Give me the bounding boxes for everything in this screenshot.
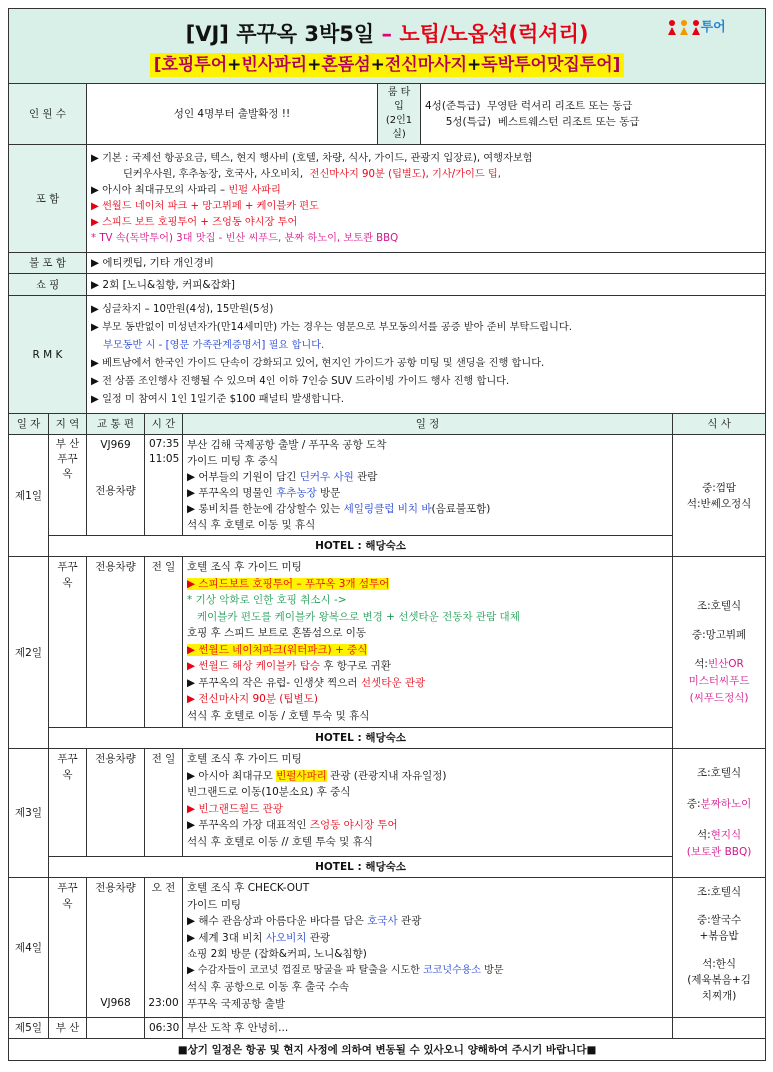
rmk-line: 부모동반 시 - [영문 가족관계증명서] 필요 합니다. [103,339,325,351]
title-dash: – [374,21,400,46]
subtitle-plus: + [370,54,385,75]
meal-highlight: 분짜하노이 [700,798,752,810]
day-itinerary [183,878,673,1018]
itinerary-text: ▶ 푸꾸옥의 작은 유럽- 인생샷 찍으러 [187,676,358,689]
subtitle-part: 독박투어맛집투어] [481,54,621,75]
itinerary-highlight: ▶ 썬월드 네이처파크(워터파크) + 중식 [187,643,368,656]
col-header-meal: 식 사 [673,414,766,435]
include-text: 딘커우사원, 후추농장, 호국사, 사오비치, [123,168,304,180]
include-line: * TV 속(독박투어) 3대 맛집 - 빈산 씨푸드, 분짜 하노이, 보토콴 BBQ [91,232,399,244]
itinerary-text: ▶ 아시아 최대규모 [187,769,273,782]
meal-item: 중:쌀국수 +볶음밥 [697,914,742,942]
itinerary-line: 석식 후 호텔로 이동 // 호텔 투숙 및 휴식 [187,835,373,848]
rmk-line: ▶ 일정 미 참여시 1인 1일기준 $100 패널티 발생합니다. [91,393,345,405]
itinerary-highlight: 빈펄사파리 [276,769,327,782]
day-time: 06:30 [145,1018,183,1039]
itinerary-text: (음료불포함) [431,503,491,515]
itinerary-line: ▶ 빈그랜드월드 관광 [187,802,283,815]
shopping-label: 쇼 핑 [9,274,87,296]
rmk-line: ▶ 부모 동반없이 미성년자가(만14세미만) 가는 경우는 영문으로 부모동의서를 공증 받아 준비 부탁드립니다. [91,321,572,333]
itinerary-text: 관광 [309,931,331,944]
itinerary-line [187,817,668,834]
title-prefix: [VJ] 푸꾸옥 3박5일 [185,21,375,46]
day-meals [673,1018,766,1039]
rmk-value [87,296,766,414]
itinerary-line [187,485,668,501]
people-logo-icon [667,19,701,37]
itinerary-line [187,913,668,930]
day-itinerary [183,435,673,536]
room-label-line: (2인1실) [385,115,413,140]
room-hotel: 베스트웨스턴 리조트 또는 동급 [497,116,640,128]
itinerary-line [187,658,668,675]
meal-item [677,827,761,844]
itinerary-text: 방문 [484,964,504,976]
include-highlight: , 기사/가이드 팁, [425,168,502,180]
itinerary-spot: 즈엉동 야시장 투어 [309,819,398,831]
itinerary-line [187,930,668,947]
rmk-line: ▶ 베트남에서 한국인 가이드 단속이 강화되고 있어, 현지인 가이드가 공항 미팅 및 샌딩을 진행 합니다. [91,357,545,369]
day-label: 제1일 [9,435,49,557]
itinerary-text: 후 항구로 귀환 [323,660,391,672]
meal-prefix: 석: [694,658,708,670]
day-meals [673,435,766,557]
exclude-label: 불 포 함 [9,253,87,274]
itinerary-line [187,963,668,980]
itinerary-spot: 후추농장 [276,487,317,499]
col-header-day: 일 자 [9,414,49,435]
day-time: 전 일 [145,749,183,857]
rmk-label: R M K [9,296,87,414]
itinerary-line: 쇼핑 2회 방문 (잡화&커피, 노니&침향) [187,948,367,960]
itinerary-line: 석식 후 공항으로 이동 후 출국 수속 [187,981,350,993]
col-header-transport: 교 통 편 [87,414,145,435]
itinerary-text: ▶ 해수 관음상과 아름다운 바다를 담은 [187,915,364,927]
day-transport [87,1018,145,1039]
room-grade: 5성(특급) [445,116,491,128]
meal-highlight: 빈산OR [707,658,744,670]
itinerary-text: 관광 [401,915,422,927]
day-region: 부 산 [49,1018,87,1039]
rmk-line: ▶ 전 상품 조인행사 진행될 수 있으며 4인 이하 7인승 SUV 드라이빙 가이드 행사 진행 합니다. [91,375,510,387]
room-type-value [421,84,766,145]
itinerary-line: 석식 후 호텔로 이동 및 휴식 [187,519,316,531]
itinerary-spot: 세일링클럽 비치 바 [343,503,432,515]
itinerary-text: ▶ 롱비치를 한눈에 감상할수 있는 [187,503,341,515]
room-type-label [378,84,421,145]
room-grade: 4성(준특급) [425,100,481,112]
itinerary-text: ▶ 수감자들이 코코넛 껍질로 땅굴을 파 탈출을 시도한 [187,964,420,976]
itinerary-text: ▶ 어부들의 기원이 담긴 [187,471,297,483]
day-label: 제4일 [9,878,49,1018]
col-header-time: 시 간 [145,414,183,435]
day-time: 07:35 11:05 [145,435,183,536]
room-label-line: 룸 타 입 [387,87,411,112]
day-time: 전 일 [145,557,183,728]
itinerary-text: 방문 [320,487,341,499]
vehicle: 전용차량 [95,485,136,497]
meal-prefix: 석: [697,829,711,841]
subtitle-part: [호핑투어 [153,54,228,75]
itinerary-text: ▶ 세계 3대 비치 [187,931,263,944]
header-banner [9,9,766,84]
page-title [13,16,761,49]
title-suffix: 노팁/노옵션(럭셔리) [399,21,589,46]
include-text: ▶ 아시아 최대규모의 사파리 – [91,184,226,196]
hotel-row: HOTEL : 해당숙소 [49,728,673,749]
flight-code: VJ969 [100,439,131,451]
itinerary-line: 석식 후 호텔로 이동 / 호텔 투숙 및 휴식 [187,709,370,722]
itinerary-line [187,469,668,485]
subtitle-part: 전신마사지 [384,54,468,75]
meal-item [677,796,761,813]
day-meals [673,749,766,878]
itinerary-text: ▶ 푸꾸옥의 명물인 [187,487,273,499]
day-itinerary: 부산 도착 후 안녕히... [183,1018,673,1039]
day-transport: 전용차량 [87,557,145,728]
itinerary-line: 가이드 미팅 후 중식 [187,455,279,467]
day-itinerary [183,557,673,728]
include-highlight: 빈펄 사파리 [228,184,281,196]
flight-code: VJ968 [100,997,131,1009]
include-line [91,183,761,199]
room-hotel: 무영탄 럭셔리 리조트 또는 동급 [487,100,633,112]
day-region: 푸꾸옥 [49,878,87,1018]
day-transport [87,435,145,536]
meal-item: 중:껌땀 [702,481,737,494]
itinerary-line: 빈그랜드로 이동(10분소요) 후 중식 [187,786,351,798]
itinerary-document [8,8,765,1061]
itinerary-spot: 사오비치 [265,931,307,944]
include-value [87,145,766,253]
day-label: 제2일 [9,557,49,749]
meal-highlight: (보토콴 BBQ) [686,846,752,858]
itinerary-line: 호텔 조식 후 가이드 미팅 [187,753,302,765]
include-line: ▶ 스피드 보트 호핑투어 + 즈엉동 야시장 투어 [91,216,298,228]
meal-item: 조:호텔식 [697,886,742,898]
day-transport: 전용차량 [87,749,145,857]
meal-item: 조:호텔식 [697,600,742,612]
subtitle-plus: + [307,54,322,75]
day-meals [673,557,766,749]
itinerary-spot: 딘커우 사원 [299,471,354,483]
itinerary-line [187,675,668,692]
meal-item [677,656,761,673]
vehicle: 전용차량 [95,882,136,894]
hotel-row: HOTEL : 해당숙소 [49,536,673,557]
exclude-value: ▶ 에티켓팁, 기타 개인경비 [87,253,766,274]
itinerary-text: 관광 (관광지내 자유일정) [330,769,447,782]
itinerary-line [187,501,668,517]
meal-item: 조:호텔식 [697,767,742,779]
itinerary-spot: 코코넛수용소 [423,964,481,976]
day-time [145,878,183,1018]
logo-text: 투어 [700,20,726,35]
itinerary-line: 가이드 미팅 [187,898,242,911]
day-label: 제5일 [9,1018,49,1039]
itinerary-line: 호텔 조식 후 CHECK-OUT [187,882,310,894]
people-label: 인 원 수 [9,84,87,145]
include-label: 포 함 [9,145,87,253]
itinerary-spot: 호국사 [367,915,398,927]
itinerary-highlight: ▶ 스피드보트 호핑투어 – 푸꾸옥 3개 섬투어 [187,577,390,590]
day-label: 제3일 [9,749,49,878]
brand-logo [665,19,727,43]
footer-note: ■상기 일정은 항공 및 현지 사정에 의하여 변동될 수 있사오니 양해하여 주시기 바랍니다■ [9,1039,766,1061]
subtitle-part: 빈사파리 [241,54,308,75]
include-line: ▶ 기본 : 국제선 항공요금, 텍스, 현지 행사비 (호텔, 차량, 식사, 가이드, 관광지 입장료), 여행자보험 [91,152,533,164]
day-region: 부 산 푸꾸옥 [49,435,87,536]
meal-highlight: 현지식 [710,829,742,841]
day-transport [87,878,145,1018]
itinerary-line [187,768,668,785]
itinerary-line: ▶ 전신마사지 90분 (팁별도) [187,693,318,705]
itinerary-line: 호핑 후 스피드 보트로 혼똠섬으로 이동 [187,627,366,639]
subtitle-part: 혼똠섬 [321,54,371,75]
itinerary-spot: 선셋타운 관광 [360,676,426,689]
time-slot: 23:00 [148,997,179,1009]
meal-item: 중:망고뷔페 [691,629,747,641]
hotel-row: HOTEL : 해당숙소 [49,857,673,878]
include-highlight: 전신마사지 90분 (팁별도) [309,168,426,180]
itinerary-line: * 기상 악화로 인한 호핑 취소시 -> [187,594,347,606]
day-itinerary [183,749,673,857]
page-subtitle [150,53,625,77]
itinerary-table [8,8,766,1061]
col-header-itinerary: 일 정 [183,414,673,435]
people-value: 성인 4명부터 출발확정 !! [87,84,378,145]
itinerary-text: ▶ 푸꾸옥의 가장 대표적인 [187,819,307,831]
itinerary-spot: ▶ 썬월드 해상 케이블카 탑승 [187,660,320,672]
meal-highlight: (씨푸드정식) [689,692,749,704]
meal-highlight: 미스터씨푸드 [688,675,750,687]
rmk-line: ▶ 싱글차지 – 10만원(4성), 15만원(5성) [91,303,274,315]
meal-item: 석:반쎄오정식 [686,497,752,510]
subtitle-plus: + [467,54,482,75]
day-region: 푸꾸옥 [49,557,87,728]
col-header-region: 지 역 [49,414,87,435]
itinerary-text: 관람 [357,471,378,483]
include-line: ▶ 썬월드 네이처 파크 + 망고뷔페 + 케이블카 편도 [91,200,319,212]
shopping-value: ▶ 2회 [노니&침향, 커피&잡화] [87,274,766,296]
include-line [91,167,761,183]
itinerary-line: 부산 김해 국제공항 출발 / 푸꾸옥 공항 도착 [187,439,387,451]
day-region: 푸꾸옥 [49,749,87,857]
itinerary-line: 호텔 조식 후 가이드 미팅 [187,561,302,573]
meal-prefix: 중: [686,798,701,810]
itinerary-line: 푸꾸옥 국제공항 출발 [187,997,285,1010]
time-slot: 오 전 [151,882,176,894]
meal-item: 석:한식 (제육볶음+김 치찌개) [687,958,751,1002]
subtitle-plus: + [227,54,242,75]
day-meals [673,878,766,1018]
itinerary-line: 케이블카 편도를 케이블카 왕복으로 변경 + 선셋타운 전동차 관람 대체 [197,610,520,623]
